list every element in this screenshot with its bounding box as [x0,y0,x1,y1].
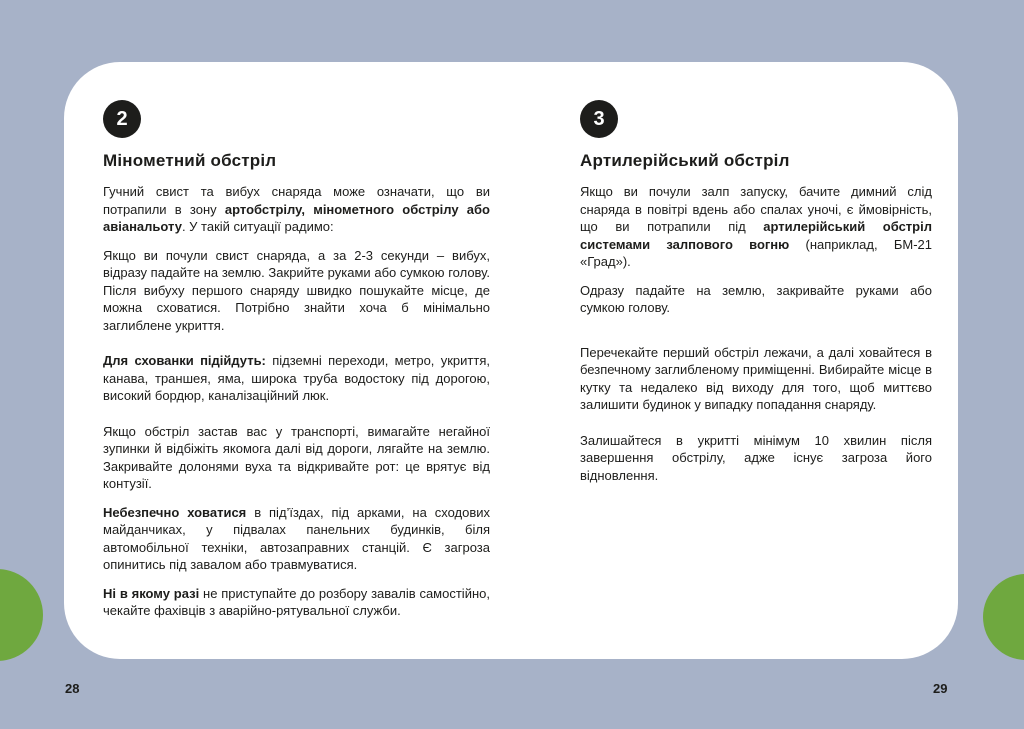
section-number-badge-3 [580,100,618,138]
decor-circle-bottom-right [983,574,1024,660]
paragraph: Гучний свист та вибух снаряда може означати, що ви потрапили в зону артобстрілу, мінометного обстрілу або авіанальоту. У такій ситуації радимо: [103,184,491,234]
section-heading-mortar: Мінометний обстріл [103,151,277,170]
section-heading-artillery: Артилерійський обстріл [580,151,790,170]
paragraph: Якщо ви почули свист снаряда, а за 2-3 секунди – вибух, відразу падайте на землю. Закрийте руками або сумкою голову. Після вибуху першого снаряду швидко пошукайте місце, де можна сховатися. Потрібно знайти хоча б мінімально заглиблене укриття. [103,247,490,333]
paragraph: Залишайтеся в укритті мінімум 10 хвилин після завершення обстрілу, адже існує загроза його відновлення. [580,432,932,483]
paragraph: Перечекайте перший обстріл лежачи, а далі ховайтеся в безпечному заглибленому приміщенні. Вибирайте місце в кутку та недалеко від виходу для того, щоб миттєво залишити будинок у випадку попадання снаряду. [580,344,932,412]
paragraph: Небезпечно ховатися в під’їздах, під арками, на сходових майданчиках, у підвалах панельних будинків, біля автомобільної техніки, автозаправних станцій. Є загроза опинитись під завалом або травмуватися. [103,504,490,572]
section-number: 3 [593,107,605,130]
section-number-badge-2 [103,100,141,138]
paragraph: Якщо обстріл застав вас у транспорті, вимагайте негайної зупинки й відбіжіть якомога далі від дороги, лягайте на землю. Закривайте долонями вуха та відкривайте рот: це врятує від контузії. [103,423,490,491]
section-number: 2 [116,107,128,130]
page-number-right: 29 [933,681,948,696]
paragraph: Якщо ви почули залп запуску, бачите димний слід снаряда в повітрі вдень або спалах уночі, є ймовірність, що ви потрапили під артилерійський обстріл системами залпового вогню (наприклад, БМ-21 «Град»). [580,184,932,269]
paragraph: Для схованки підійдуть: підземні переходи, метро, укриття, канава, траншея, яма, широка труба водостоку під дорогою, високий бордюр, каналізаційний люк. [103,353,490,403]
paragraph: Одразу падайте на землю, закривайте руками або сумкою голову. [580,282,932,315]
page-29-column [580,100,932,484]
decor-circle-bottom-left [0,569,43,661]
page-number-left: 28 [65,681,80,696]
content-card [64,62,958,659]
page-28-column [103,100,490,620]
paragraph: Ні в якому разі не приступайте до розбору завалів самостійно, чекайте фахівців з аварійно-рятувальної служби. [103,585,490,618]
